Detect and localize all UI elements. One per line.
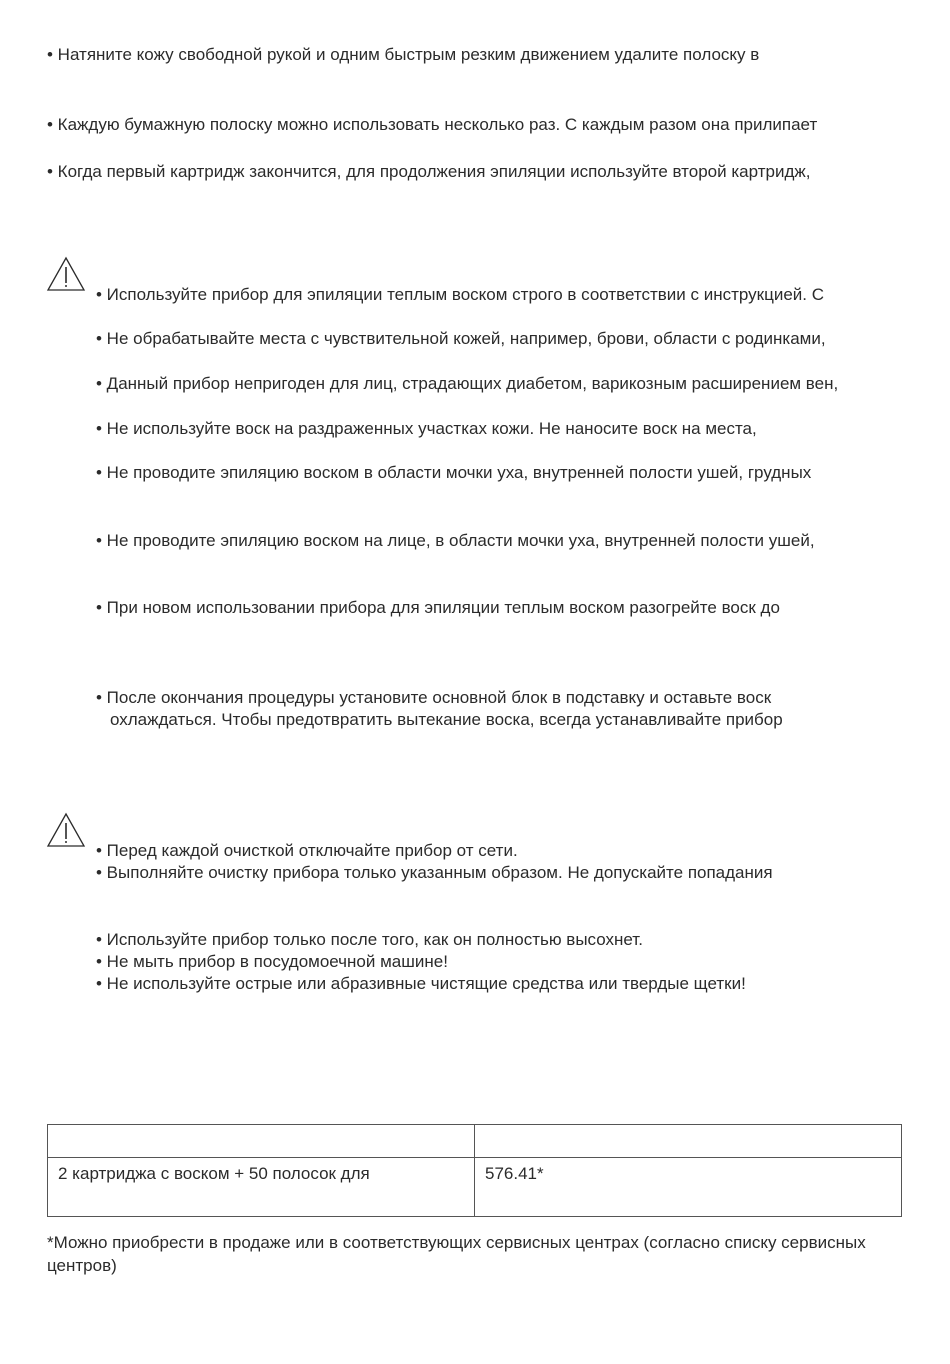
instruction-item: • Когда первый картридж закончится, для продолжения эпиляции используйте второй картридж, xyxy=(47,162,811,181)
table-cell-item: 2 картриджа с воском + 50 полосок для xyxy=(48,1158,475,1217)
footnote: *Можно приобрести в продаже или в соответствующих сервисных центрах (согласно списку сервисных центров) xyxy=(47,1233,866,1275)
table-header-row xyxy=(48,1125,902,1158)
table-row xyxy=(48,1158,902,1217)
safety-item-continuation: охлаждаться. Чтобы предотвратить вытекание воска, всегда устанавливайте прибор xyxy=(110,710,783,729)
cleaning-item: • Не используйте острые или абразивные чистящие средства или твердые щетки! xyxy=(96,974,746,993)
warning-triangle-icon xyxy=(46,256,86,292)
safety-item: • Не проводите эпиляцию воском в области мочки уха, внутренней полости ушей, грудных xyxy=(96,463,812,482)
table-header-cell xyxy=(475,1125,902,1158)
accessories-table xyxy=(47,1124,902,1217)
safety-item: • Используйте прибор для эпиляции теплым воском строго в соответствии с инструкцией. С xyxy=(96,285,824,304)
safety-item: • После окончания процедуры установите основной блок в подставку и оставьте воск xyxy=(96,688,772,707)
cleaning-item: • Перед каждой очисткой отключайте прибор от сети. xyxy=(96,841,518,860)
safety-item: • Не обрабатывайте места с чувствительной кожей, например, брови, области с родинками, xyxy=(96,329,826,348)
table-cell-price: 576.41* xyxy=(475,1158,902,1217)
instruction-item: • Натяните кожу свободной рукой и одним быстрым резким движением удалите полоску в xyxy=(47,45,760,64)
cleaning-item: • Используйте прибор только после того, как он полностью высохнет. xyxy=(96,930,643,949)
cleaning-item: • Выполняйте очистку прибора только указанным образом. Не допускайте попадания xyxy=(96,863,773,882)
safety-item: • Не проводите эпиляцию воском на лице, в области мочки уха, внутренней полости ушей, xyxy=(96,531,815,550)
safety-item: • При новом использовании прибора для эпиляции теплым воском разогрейте воск до xyxy=(96,598,780,617)
warning-triangle-icon xyxy=(46,812,86,848)
safety-item: • Не используйте воск на раздраженных участках кожи. Не наносите воск на места, xyxy=(96,419,757,438)
table-header-cell xyxy=(48,1125,475,1158)
cleaning-item: • Не мыть прибор в посудомоечной машине! xyxy=(96,952,448,971)
safety-item: • Данный прибор непригоден для лиц, страдающих диабетом, варикозным расширением вен, xyxy=(96,374,839,393)
instruction-item: • Каждую бумажную полоску можно использовать несколько раз. С каждым разом она прилипает xyxy=(47,115,818,134)
